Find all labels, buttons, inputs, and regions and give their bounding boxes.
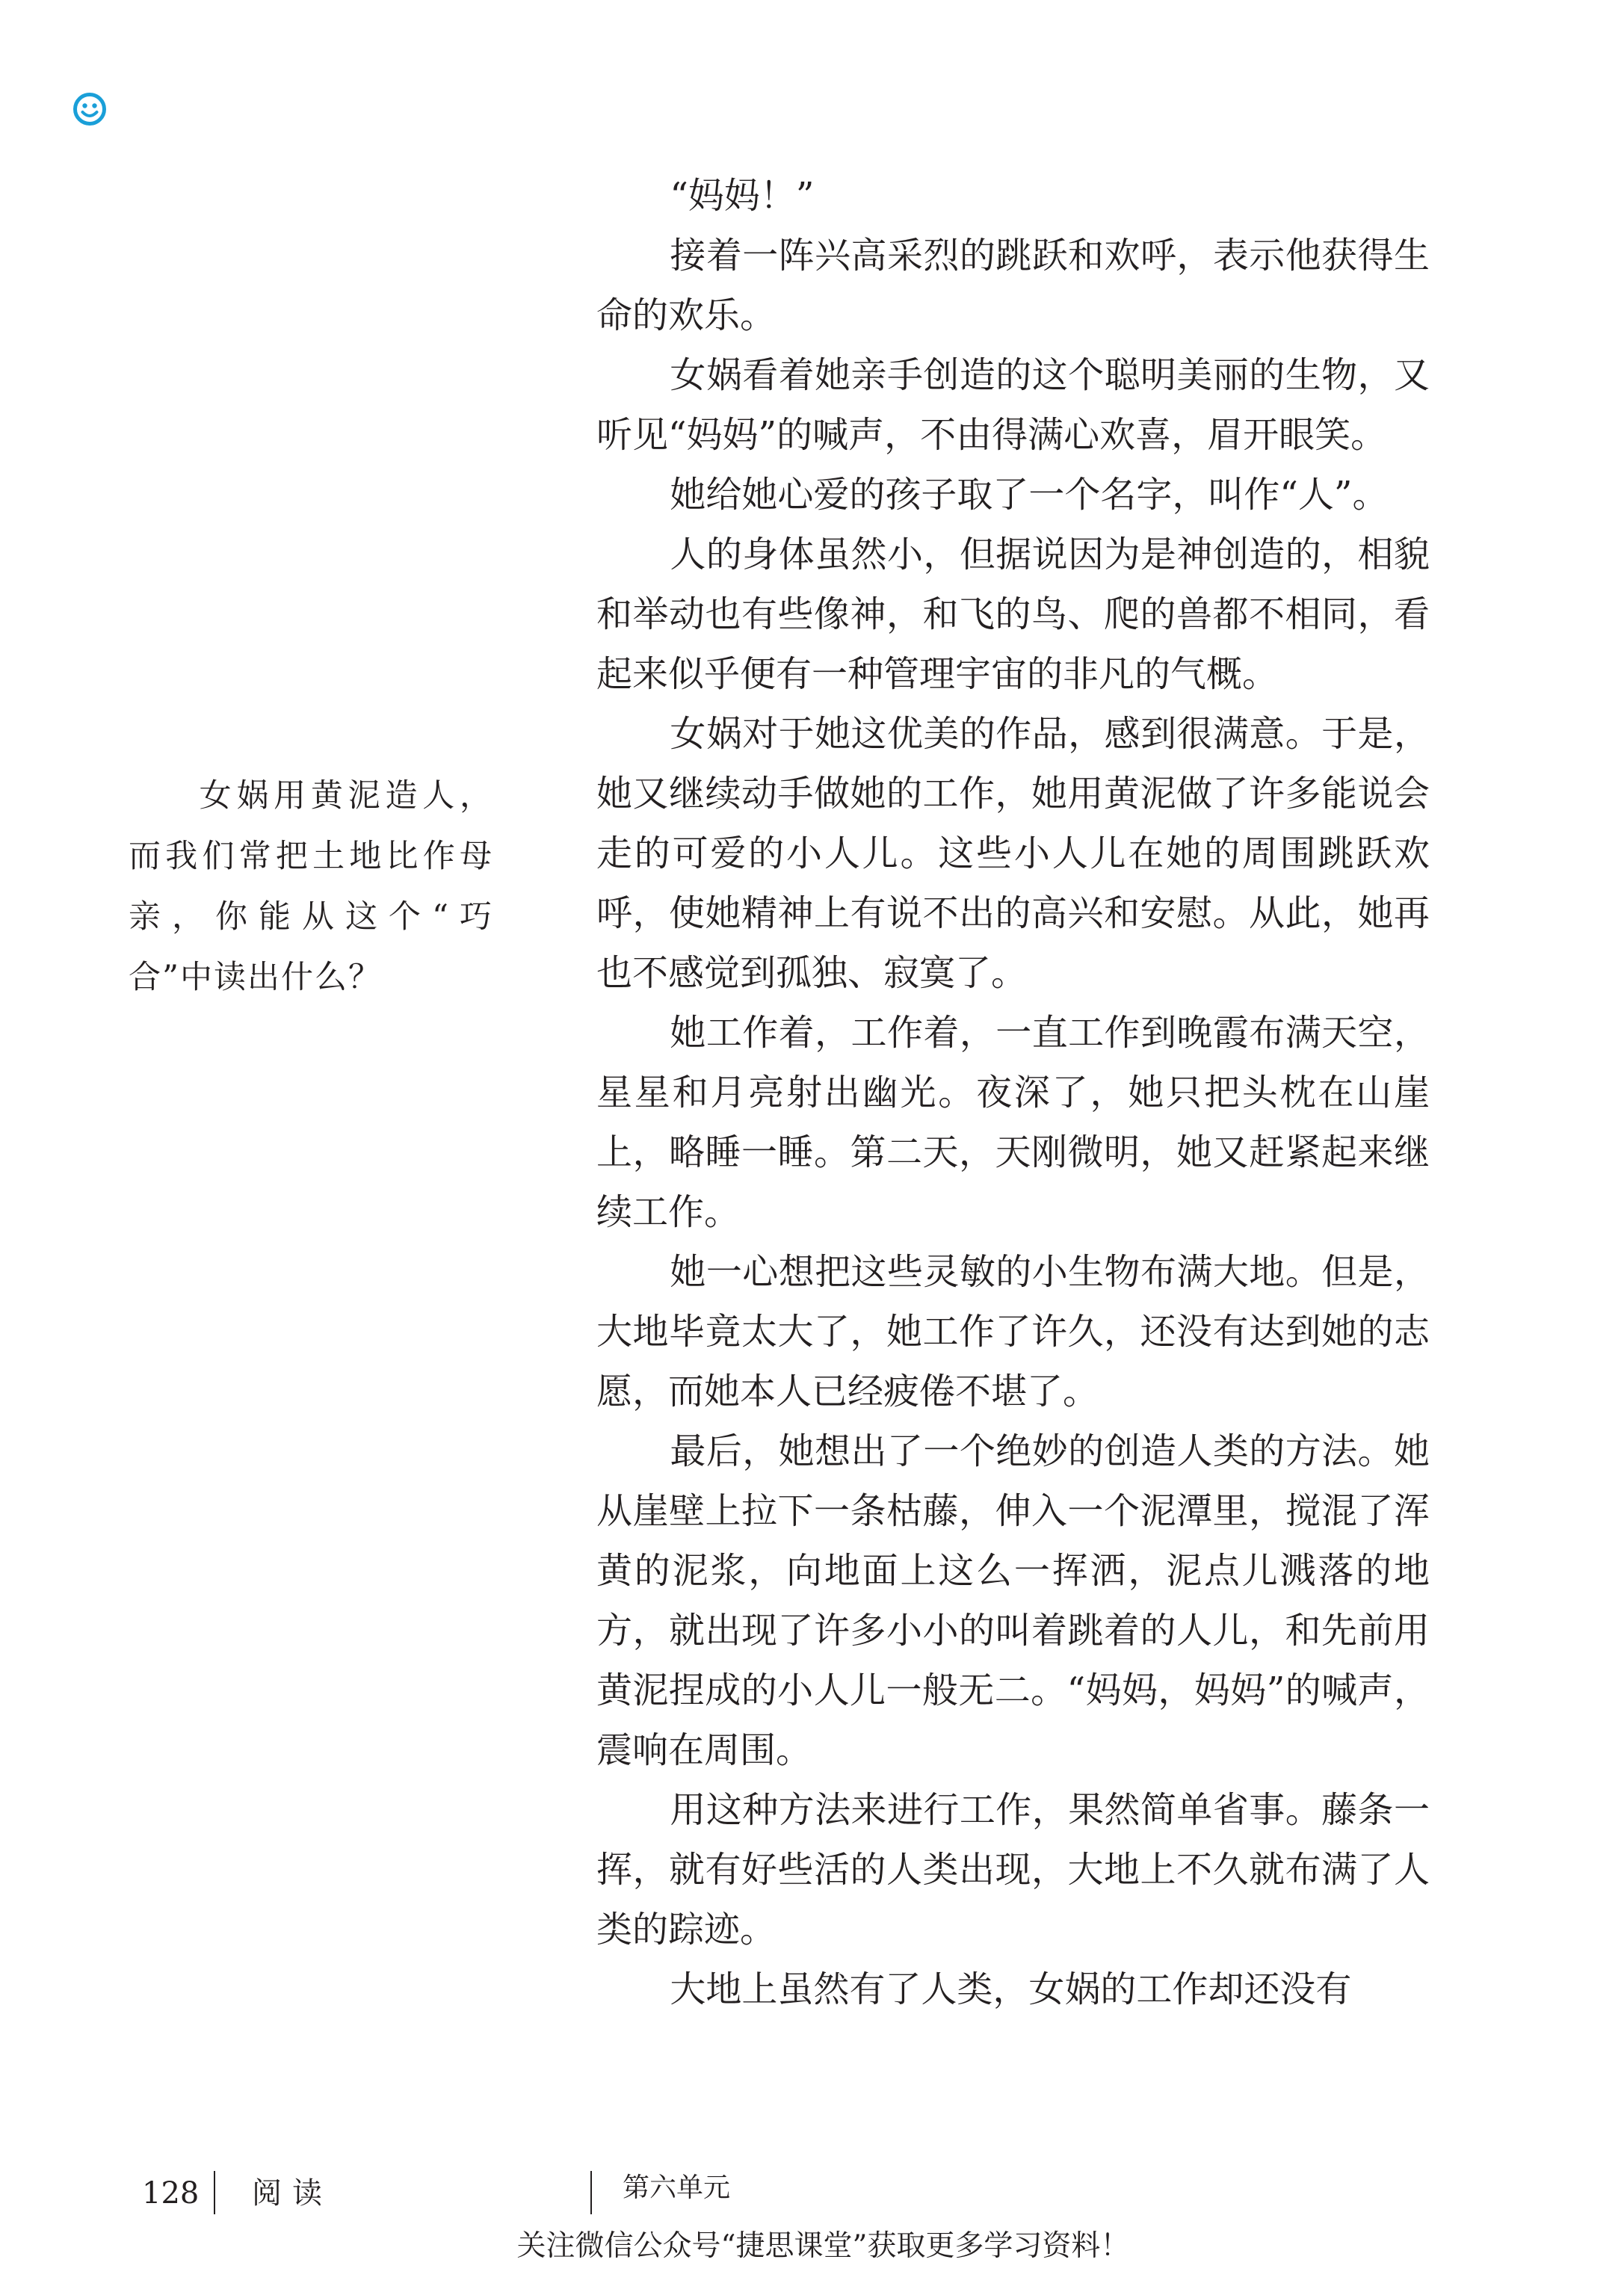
paragraph: 女娲对于她这优美的作品，感到很满意。于是，她又继续动手做她的工作，她用黄泥做了许多能说会走的可爱的小人儿。这些小人儿在她的周围跳跃欢呼，使她精神上有说不出的高兴和安慰。从此，她再也不感觉到孤独、寂寞了。 [596,713,1430,994]
paragraph: 她一心想把这些灵敏的小生物布满大地。但是，大地毕竟太大了，她工作了许久，还没有达到她的志愿，而她本人已经疲倦不堪了。 [596,1251,1430,1412]
page-number: 128 [142,2176,200,2211]
paragraph: 她给她心爱的孩子取了一个名字，叫作“人”。 [670,474,1389,516]
margin-question-text: 女娲用黄泥造人，而我们常把土地比作母亲，你能从这个“巧合”中读出什么？ [129,777,493,996]
paragraph: “妈妈！” [670,175,815,217]
section-label: 阅读 [252,2176,333,2211]
story-body [596,166,1430,2019]
paragraph: 人的身体虽然小，但据说因为是神创造的，相貌和举动也有些像神，和飞的鸟、爬的兽都不相同，看起来似乎便有一种管理宇宙的非凡的气概。 [596,534,1430,695]
footer-divider [590,2171,592,2214]
paragraph: 她工作着，工作着，一直工作到晚霞布满天空，星星和月亮射出幽光。夜深了，她只把头枕在山崖上，略睡一睡。第二天，天刚微明，她又赶紧起来继续工作。 [596,1012,1430,1233]
unit-label: 第六单元 [623,2172,731,2203]
paragraph: 最后，她想出了一个绝妙的创造人类的方法。她从崖壁上拉下一条枯藤，伸入一个泥潭里，搅混了浑黄的泥浆，向地面上这么一挥洒，泥点儿溅落的地方，就出现了许多小小的叫着跳着的人儿，和先前用黄泥捏成的小人儿一般无二。“妈妈，妈妈”的喊声，震响在周围。 [596,1430,1430,1771]
paragraph: 女娲看着她亲手创造的这个聪明美丽的生物，又听见“妈妈”的喊声，不由得满心欢喜，眉开眼笑。 [596,354,1430,456]
paragraph: 接着一阵兴高采烈的跳跃和欢呼，表示他获得生命的欢乐。 [596,235,1430,336]
promo-text: 关注微信公众号“捷思课堂”获取更多学习资料！ [516,2229,1130,2263]
smiley-face-icon [72,92,107,126]
footer-divider [214,2171,215,2214]
paragraph: 用这种方法来进行工作，果然简单省事。藤条一挥，就有好些活的人类出现，大地上不久就布满了人类的踪迹。 [596,1789,1430,1950]
margin-question [129,766,493,1008]
paragraph: 大地上虽然有了人类，女娲的工作却还没有 [670,1968,1352,2010]
